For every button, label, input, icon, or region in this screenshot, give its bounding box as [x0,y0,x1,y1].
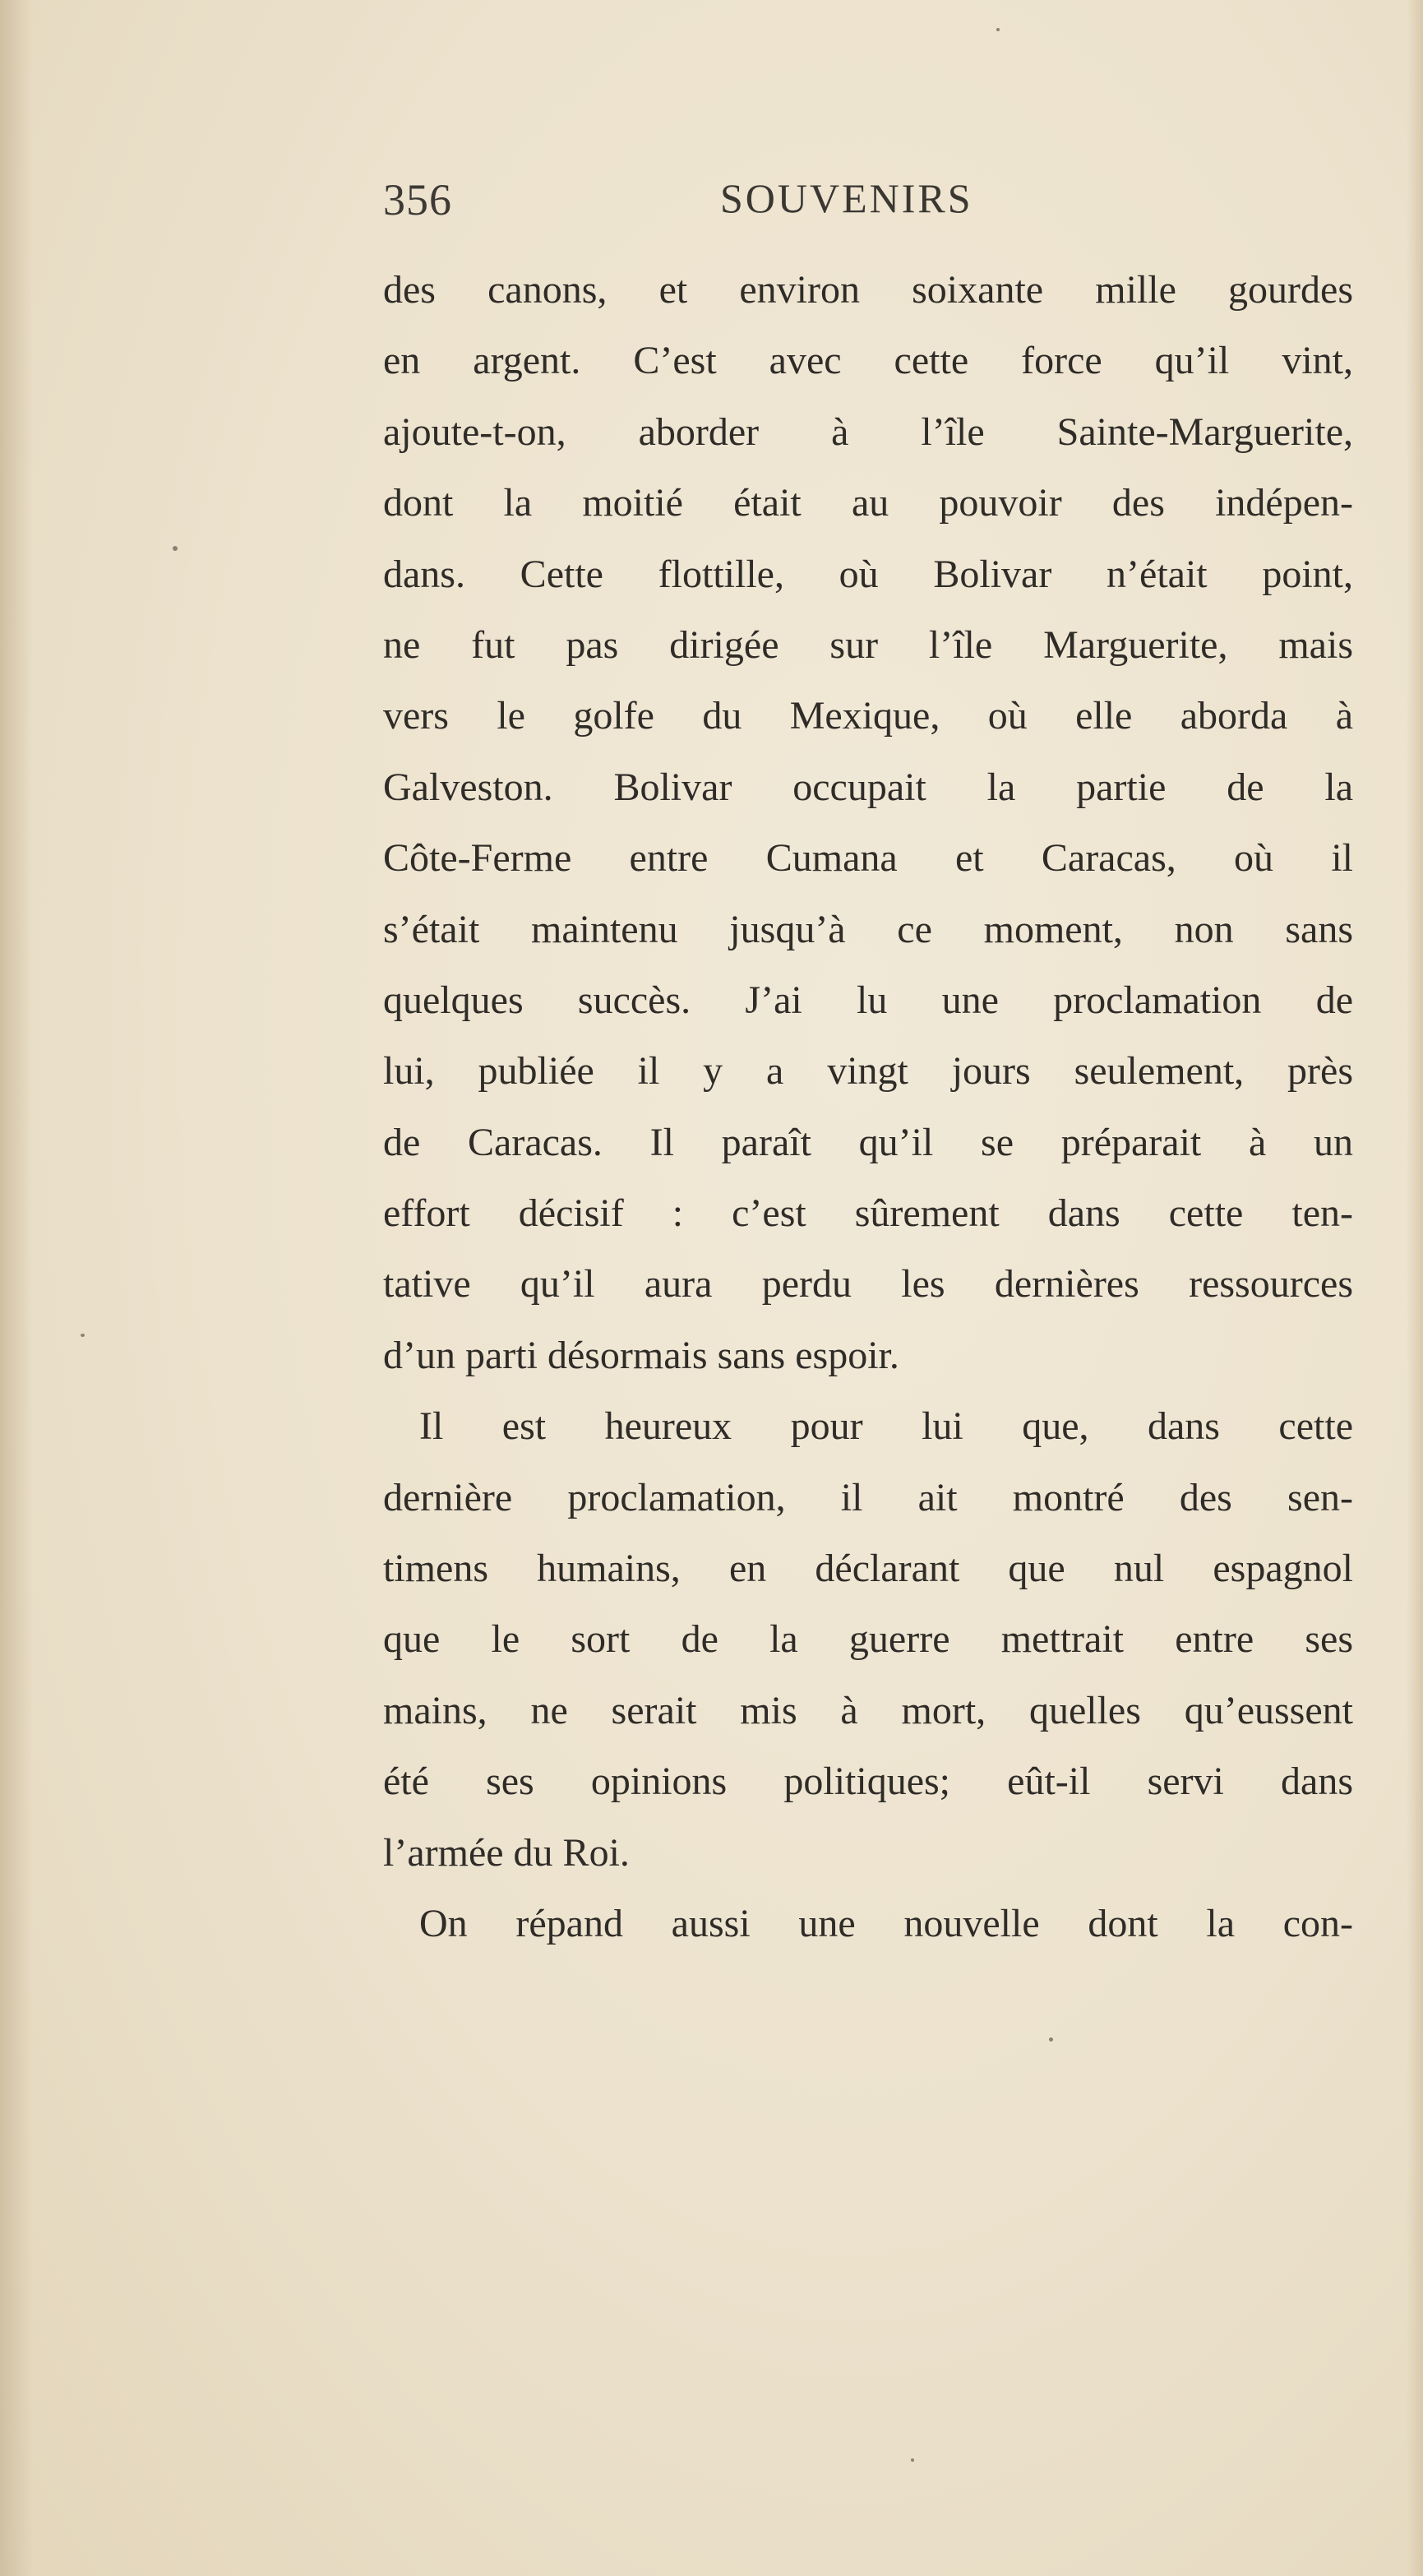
page-shadow-left [0,0,33,2576]
body-text [383,255,1353,1959]
text-line: Galveston. Bolivar occupait la partie de la [383,765,1353,809]
page-number: 356 [383,175,452,224]
text-line: des canons, et environ soixante mille gourdes [383,268,1353,312]
text-line: On répand aussi une nouvelle dont la con- [419,1901,1353,1945]
text-line: d’un parti désormais sans espoir. [383,1333,899,1377]
running-head: SOUVENIRS [720,175,973,221]
text-line: été ses opinions politiques; eût-il servi dans [383,1760,1353,1804]
text-line: en argent. C’est avec cette force qu’il vint, [383,339,1353,383]
text-line: que le sort de la guerre mettrait entre ses [383,1617,1353,1662]
text-line: quelques succès. J’ai lu une proclamation de [383,978,1353,1022]
paper-speck [81,1334,85,1337]
text-line: vers le golfe du Mexique, où elle aborda à [383,694,1353,738]
text-line: timens humains, en déclarant que nul espagnol [383,1547,1353,1591]
text-line: dont la moitié était au pouvoir des indépen- [383,481,1353,525]
text-line: effort décisif : c’est sûrement dans cette ten- [383,1191,1353,1236]
text-line: dans. Cette flottille, où Bolivar n’était point, [383,552,1353,596]
text-line: de Caracas. Il paraît qu’il se préparait à un [383,1120,1353,1164]
text-line: dernière proclamation, il ait montré des sen- [383,1475,1353,1519]
text-line: ne fut pas dirigée sur l’île Marguerite, mais [383,622,1353,667]
text-line: lui, publiée il y a vingt jours seulement, près [383,1049,1353,1094]
paper-speck [1049,2037,1053,2042]
paper-speck [911,2458,914,2462]
page-shadow-right [1407,0,1423,2576]
paper-speck [996,28,1000,31]
text-line: tative qu’il aura perdu les dernières ressources [383,1262,1353,1306]
text-line: s’était maintenu jusqu’à ce moment, non sans [383,907,1353,951]
text-line: l’armée du Roi. [383,1830,630,1875]
text-line: Côte-Ferme entre Cumana et Caracas, où il [383,836,1353,881]
text-line: Il est heureux pour lui que, dans cette [419,1404,1353,1449]
page-header [383,174,1024,240]
text-line: mains, ne serait mis à mort, quelles qu’eussent [383,1688,1353,1732]
text-line: ajoute-t-on, aborder à l’île Sainte-Marguerite, [383,409,1353,454]
paper-speck [173,546,178,551]
